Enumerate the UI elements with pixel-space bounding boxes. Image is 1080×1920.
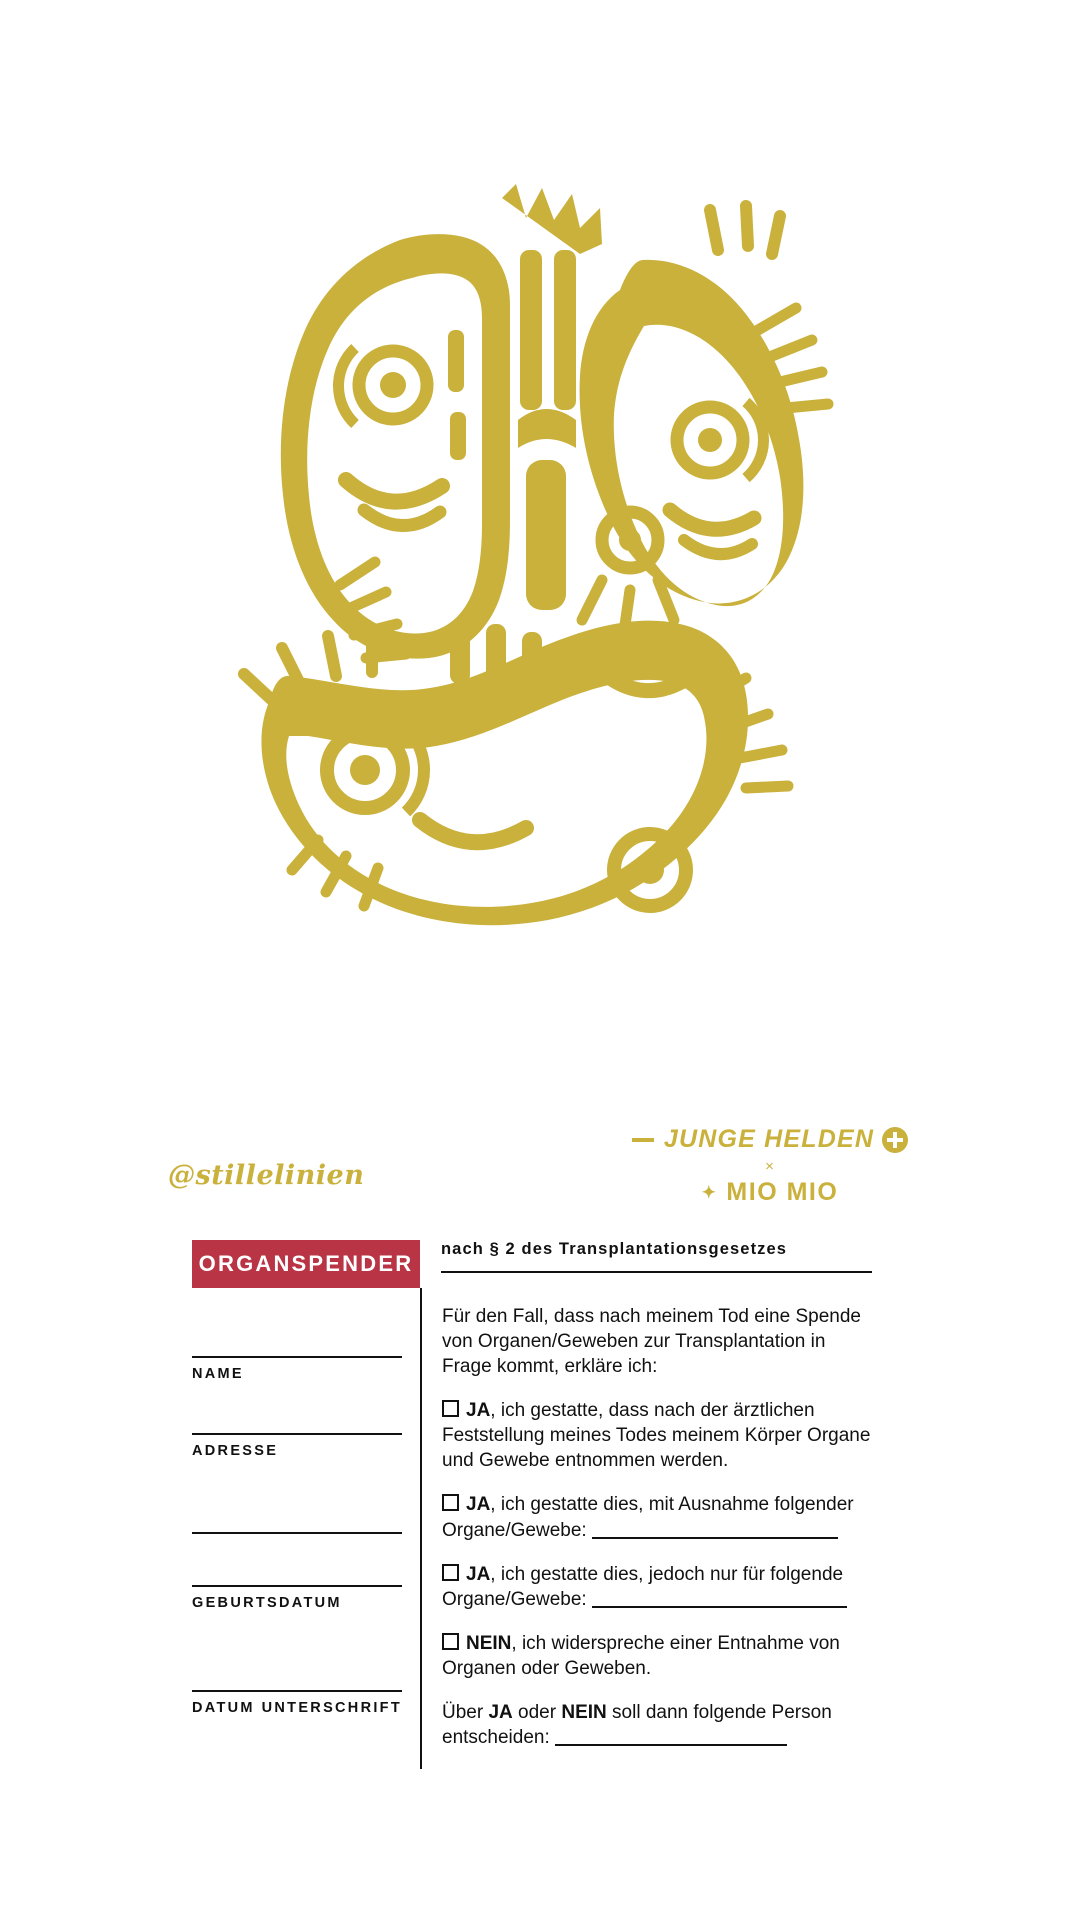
decider-write-line[interactable] — [555, 1730, 787, 1746]
unterschrift-label: UNTERSCHRIFT — [261, 1700, 402, 1716]
option-nein-prefix: NEIN — [466, 1632, 512, 1654]
signature-labels — [192, 1692, 402, 1716]
field-name[interactable] — [192, 1314, 420, 1382]
option-ja-full-text: , ich gestatte, dass nach der ärztlichen Feststellung meines Todes meinem Körper Organe und Gewebe entnommen werden. — [442, 1400, 871, 1472]
status-badge: ORGANSPENDER — [192, 1240, 420, 1288]
decider-nein: NEIN — [561, 1701, 607, 1723]
declaration-intro: Für den Fall, dass nach meinem Tod eine Spende von Organen/Geweben zur Transplantation in Frage kommt, erkläre ich: — [442, 1306, 861, 1378]
personal-fields — [192, 1288, 420, 1769]
option-ja-only-text: , ich gestatte dies, jedoch nur für folgende Organe/Gewebe: — [442, 1563, 844, 1610]
adresse-input-line-2[interactable] — [192, 1468, 402, 1534]
checkbox-icon[interactable] — [442, 1633, 459, 1650]
option-ja-except-text: , ich gestatte dies, mit Ausnahme folgender Organe/Gewebe: — [442, 1494, 854, 1541]
option-ja-only-write-line[interactable] — [592, 1592, 847, 1608]
checkbox-icon[interactable] — [442, 1564, 459, 1581]
option-ja-only-prefix: JA — [466, 1563, 491, 1585]
option-ja-full[interactable] — [442, 1398, 872, 1473]
geburtsdatum-label: GEBURTSDATUM — [192, 1595, 342, 1611]
mio-logo-icon: ✦ — [701, 1183, 718, 1202]
dash-icon — [632, 1138, 654, 1142]
adresse-input-line[interactable] — [192, 1391, 402, 1435]
option-ja-except[interactable] — [442, 1492, 872, 1542]
decider-part3: soll dann folgende Person entscheiden: — [442, 1701, 832, 1749]
brand-mio-mio — [630, 1178, 910, 1207]
checkbox-icon[interactable] — [442, 1400, 459, 1417]
declaration-column — [420, 1288, 872, 1769]
option-ja-only[interactable] — [442, 1562, 872, 1612]
medical-cross-icon — [882, 1127, 908, 1153]
brand-junge-helden — [630, 1125, 910, 1154]
geburtsdatum-input-line[interactable] — [192, 1543, 402, 1587]
decider-part1: Über — [442, 1701, 489, 1723]
brand-mio-mio-label: MIO MIO — [726, 1178, 839, 1206]
brand-x-separator: × — [765, 1158, 775, 1175]
card-body — [192, 1288, 872, 1769]
field-adresse-line2[interactable] — [192, 1468, 420, 1534]
law-reference-wrap — [420, 1240, 872, 1273]
field-datum-unterschrift[interactable] — [192, 1620, 420, 1716]
option-nein-text: , ich widerspreche einer Entnahme von Organen oder Geweben. — [442, 1632, 840, 1679]
artist-credit: @stillelinien — [168, 1160, 365, 1191]
law-reference: nach § 2 des Transplantationsgesetzes — [441, 1240, 788, 1258]
datum-label: DATUM — [192, 1700, 255, 1716]
adresse-label: ADRESSE — [192, 1443, 279, 1459]
option-nein[interactable] — [442, 1631, 872, 1681]
option-ja-except-prefix: JA — [466, 1494, 491, 1516]
name-label: NAME — [192, 1366, 244, 1382]
decider-statement[interactable] — [442, 1700, 872, 1750]
organ-donor-card — [192, 1240, 872, 1769]
header-divider — [441, 1271, 872, 1273]
signature-input-line[interactable] — [192, 1620, 402, 1692]
card-header — [192, 1240, 872, 1288]
organ-illustration — [150, 180, 950, 960]
option-ja-full-prefix: JA — [466, 1400, 491, 1422]
field-geburtsdatum[interactable] — [192, 1543, 420, 1611]
decider-ja: JA — [488, 1701, 513, 1723]
name-input-line[interactable] — [192, 1314, 402, 1358]
checkbox-icon[interactable] — [442, 1494, 459, 1511]
brand-junge-helden-label: JUNGE HELDEN — [663, 1125, 875, 1153]
brand-credit — [630, 1125, 910, 1207]
field-adresse[interactable] — [192, 1391, 420, 1459]
decider-part2: oder — [512, 1701, 562, 1723]
option-ja-except-write-line[interactable] — [592, 1523, 838, 1539]
